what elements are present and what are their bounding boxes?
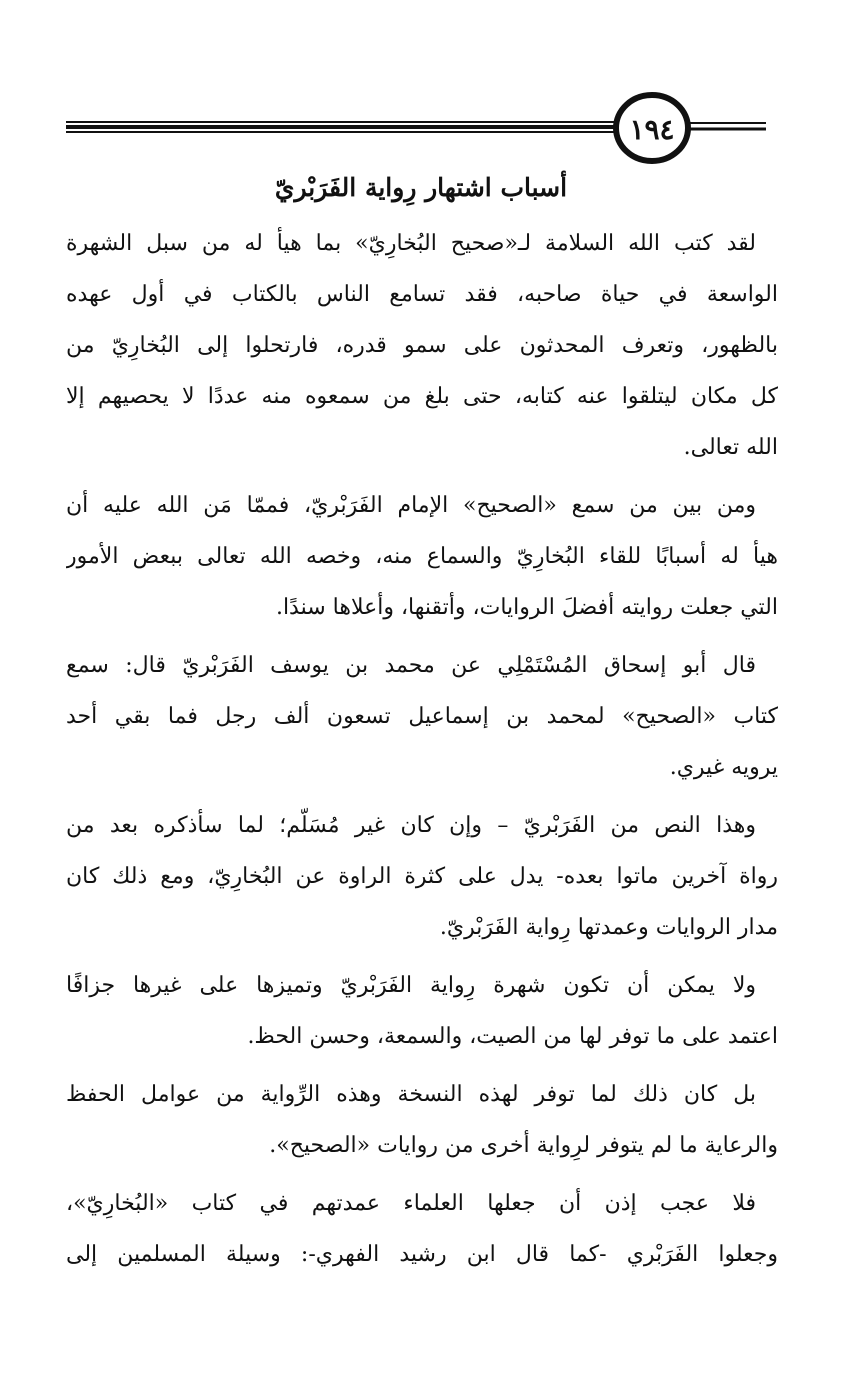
paragraph [66, 218, 778, 473]
text-line: قال أبو إسحاق المُسْتَمْلِي عن محمد بن يوسف الفَرَبْريّ قال: سمع [66, 653, 756, 678]
text-line: لقد كتب الله السلامة لـ«صحيح البُخارِيّ» بما هيأ له من سبل الشهرة [66, 231, 756, 256]
text-line: فلا عجب إذن أن جعلها العلماء عمدتهم في كتاب «البُخارِيّ»، [66, 1191, 756, 1216]
paragraph [66, 640, 778, 793]
text-line: وهذا النص من الفَرَبْريّ – وإن كان غير مُسَلّم؛ لما سأذكره بعد من [66, 813, 756, 838]
paragraph [66, 800, 778, 953]
text-line: بالظهور، وتعرف المحدثون على سمو قدره، فارتحلوا إلى البُخارِيّ من [66, 333, 778, 358]
text-line: مدار الروايات وعمدتها رِواية الفَرَبْريّ. [439, 915, 778, 940]
text-line: والرعاية ما لم يتوفر لرِواية أخرى من روايات «الصحيح». [269, 1133, 778, 1158]
text-line: كل مكان ليتلقوا عنه كتابه، حتى بلغ من سمعوه منه عددًا لا يحصيهم إلا [66, 384, 778, 409]
page-title: أسباب اشتهار رِواية الفَرَبْريّ [274, 173, 568, 202]
paragraph [66, 1178, 778, 1280]
page-number: ١٩٤ [629, 113, 675, 146]
text-line: بل كان ذلك لما توفر لهذه النسخة وهذه الرِّواية من عوامل الحفظ [66, 1082, 756, 1107]
text-line: اعتمد على ما توفر لها من الصيت، والسمعة، وحسن الحظ. [247, 1024, 778, 1049]
text-line: الواسعة في حياة صاحبه، فقد تسامع الناس بالكتاب في أول عهده [66, 282, 778, 307]
body-text [66, 218, 778, 1280]
text-line: يرويه غيري. [669, 755, 778, 780]
paragraph [66, 960, 778, 1062]
paragraph [66, 1069, 778, 1171]
page-header [66, 92, 776, 170]
text-line: وجعلوا الفَرَبْري -كما قال ابن رشيد الفهري-: وسيلة المسلمين إلى [66, 1242, 778, 1267]
text-line: رواة آخرين ماتوا بعده- يدل على كثرة الراوة عن البُخارِيّ، ومع ذلك كان [66, 864, 778, 889]
paragraph [66, 480, 778, 633]
text-line: ومن بين من سمع «الصحيح» الإمام الفَرَبْريّ، فممّا مَن الله عليه أن [66, 493, 756, 518]
text-line: ولا يمكن أن تكون شهرة رِواية الفَرَبْريّ وتميزها على غيرها جزافًا [66, 973, 756, 998]
text-line: هيأ له أسبابًا للقاء البُخارِيّ والسماع منه، وخصه الله تعالى ببعض الأمور [66, 544, 778, 569]
text-line: كتاب «الصحيح» لمحمد بن إسماعيل تسعون ألف رجل فما بقي أحد [66, 704, 778, 729]
text-line: التي جعلت روايته أفضلَ الروايات، وأتقنها، وأعلاها سندًا. [275, 595, 778, 620]
text-line: الله تعالى. [683, 435, 778, 460]
